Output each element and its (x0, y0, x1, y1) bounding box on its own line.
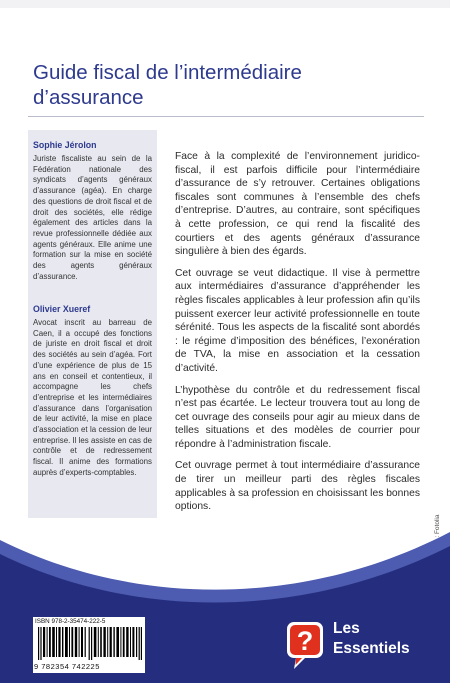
description-paragraph: Cet ouvrage se veut didactique. Il vise à permettre aux intermédiaires d’assurance d’appréhender les règles fiscales applicables à leur profession afin qu’ils puissent exercer leur activité professionnelle en toute sérénité. Tous les aspects de la fiscalité sont abordés : le régime d’imposition des bénéfices, l’exonération de TVA, la mise en association et la cessation d’activité. (175, 267, 420, 374)
series-logo-line1: Les (333, 620, 360, 637)
description-paragraph: Face à la complexité de l’environnement juridico-fiscal, il est parfois difficile pour l’intermédiaire d’assurance de s’y retrouver. Certaines obligations fiscales sont communes à l’ensemble des chefs d’entreprise. D’autres, au contraire, sont spécifiques à cette profession, ce qui rend la fiscalité des courtiers et des agents généraux d’assurance singulière à bien des égards. (175, 151, 420, 258)
barcode-digits: 9 782354 742225 (34, 662, 100, 671)
author-name: Olivier Xueref (33, 304, 91, 314)
question-mark-speech-bubble-icon (286, 620, 326, 670)
description (175, 150, 420, 522)
author-name: Sophie Jérolon (33, 140, 97, 150)
book-title: Guide fiscal de l’intermédiaire d’assurance (33, 61, 302, 109)
description-paragraph: Cet ouvrage permet à tout intermédiaire d’assurance de tirer un meilleur parti des règles fiscales applicables à sa profession en choisissant les bonnes options. (175, 460, 420, 513)
isbn: ISBN 978-2-35474-222-5 (35, 618, 106, 625)
top-band (0, 0, 450, 8)
author-bio: Avocat inscrit au barreau de Caen, il a occupé des fonctions de juriste en droit fiscal et droit des sociétés au sein d’agéa. Fort d’une expérience de plus de 15 ans en conseil et contentieux, il accompagne les chefs d’entreprise et les intermédiaires d’assurance dans l’organisation de leur activité, la mise en place d’association et la cession de leur entreprise. Il les assiste en cas de contrôle et de redressement fiscal. Il anime des formations auprès d’experts-comptables. (33, 318, 152, 477)
barcode (38, 627, 142, 660)
series-logo-line2: Essentiels (333, 640, 410, 657)
author-bio: Juriste fiscaliste au sein de la Fédération nationale des syndicats d’agents généraux d’assurance (agéa). En charge des questions de droit fiscal et de droit des sociétés, elle rédige également des articles dans la revue professionnelle dédiée aux agents généraux. Elle anime une formation sur la mise en société des agents généraux d’assurance. (33, 154, 152, 281)
title-divider (28, 116, 424, 117)
description-paragraph: L’hypothèse du contrôle et du redressement fiscal n’est pas écartée. Le lecteur trouvera tout au long de cet ouvrage des conseils pour agir au mieux dans de telles situations et des modèles de courrier pour répondre à l’administration fiscale. (175, 384, 420, 450)
svg-text:?: ? (296, 626, 314, 656)
